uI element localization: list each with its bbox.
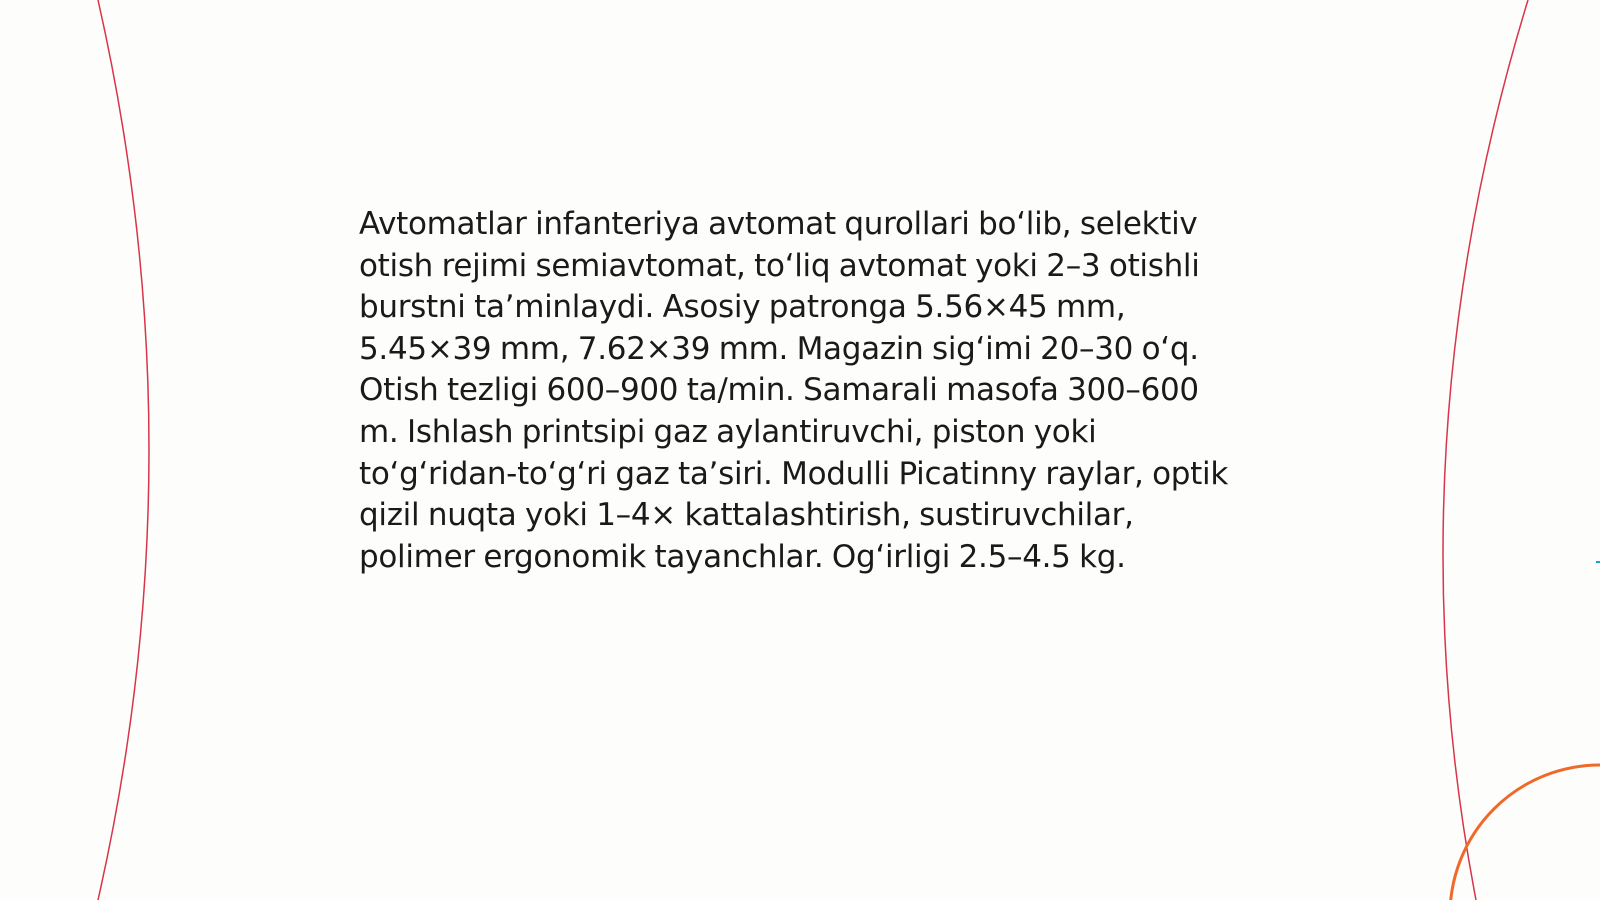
right-arc [1443,0,1528,900]
body-text: Avtomatlar infanteriya avtomat qurollari boʻlib, selektiv otish rejimi semiavtomat, toʻliq avtomat yoki 2–3 otishli burstni taʼminlaydi. Asosiy patronga 5.56×45 mm, 5.45×39 mm, 7.62×39 mm. Magazin sigʻimi 20–30 oʻq. Otish tezligi 600–900 ta/min. Samarali masofa 300–600 m. Ishlash printsipi gaz aylantiruvchi, piston yoki toʻgʻridan-toʻgʻri gaz taʼsiri. Modulli Picatinny raylar, optik qizil nuqta yoki 1–4× kattalashtirish, sustiruvchilar, polimer ergonomik tayanchlar. Ogʻirligi 2.5–4.5 kg. [359,206,1228,575]
left-arc [98,0,149,900]
